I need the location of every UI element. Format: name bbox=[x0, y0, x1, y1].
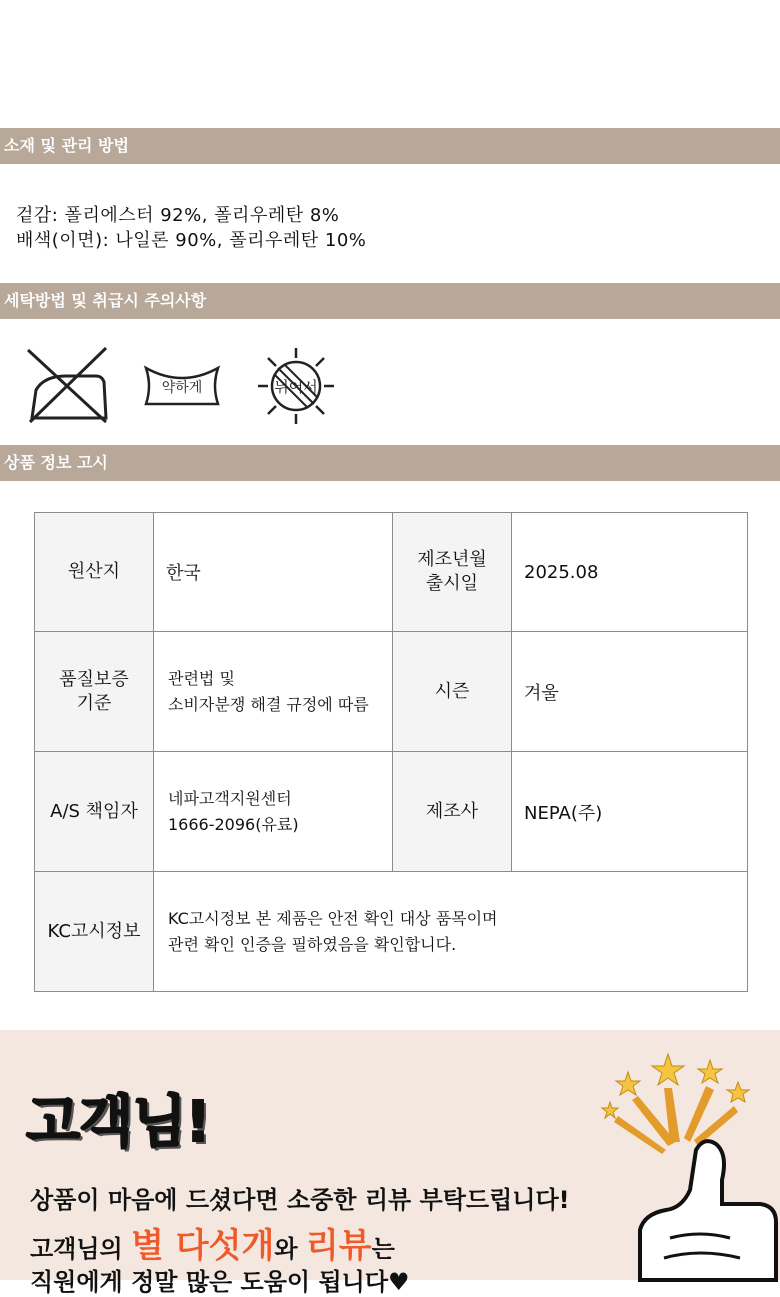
material-outer: 겉감: 폴리에스터 92%, 폴리우레탄 8% bbox=[16, 205, 340, 226]
material-info bbox=[16, 203, 366, 253]
material-trim: 배색(이면): 나일론 90%, 폴리우레탄 10% bbox=[16, 230, 367, 251]
quality-label-line1: 품질보증 bbox=[59, 668, 129, 690]
date-label-line1: 제조년월 bbox=[417, 549, 487, 570]
kc-label: KC고시정보 bbox=[35, 872, 154, 992]
maker-value: NEPA(주) bbox=[512, 752, 748, 872]
thumbs-up-icon bbox=[630, 1130, 780, 1280]
as-value bbox=[154, 752, 393, 872]
quality-value-line1: 관련법 및 bbox=[168, 668, 235, 688]
banner-highlight-stars: 별 다섯개 bbox=[131, 1226, 275, 1266]
table-row bbox=[35, 513, 748, 632]
season-value: 겨울 bbox=[512, 632, 748, 752]
kc-value-line2: 관련 확인 인증을 필하였음을 확인합니다. bbox=[168, 934, 457, 954]
banner-line2 bbox=[30, 1218, 395, 1267]
quality-value-line2: 소비자분쟁 해결 규정에 따름 bbox=[168, 694, 369, 714]
gentle-wash-label: 약하게 bbox=[161, 380, 203, 396]
as-value-line1: 네파고객지원센터 bbox=[168, 788, 292, 808]
kc-value-line1: KC고시정보 본 제품은 안전 확인 대상 품목이며 bbox=[168, 908, 498, 928]
quality-label-line2: 기준 bbox=[76, 692, 112, 714]
table-row bbox=[35, 752, 748, 872]
care-section-title: 세탁방법 및 취급시 주의사항 bbox=[0, 283, 780, 319]
product-info-table bbox=[34, 512, 748, 992]
table-row bbox=[35, 872, 748, 992]
origin-value: 한국 bbox=[154, 513, 393, 632]
material-section-title: 소재 및 관리 방법 bbox=[0, 128, 780, 164]
maker-label: 제조사 bbox=[393, 752, 512, 872]
banner-line2-part3: 는 bbox=[371, 1235, 395, 1263]
info-section-title: 상품 정보 고시 bbox=[0, 445, 780, 481]
banner-highlight-review: 리뷰 bbox=[305, 1226, 372, 1266]
banner-line3: 직원에게 정말 많은 도움이 됩니다♥ bbox=[30, 1268, 410, 1296]
gentle-wash-icon bbox=[142, 364, 222, 408]
quality-value bbox=[154, 632, 393, 752]
as-value-line2: 1666-2096(유료) bbox=[168, 814, 299, 834]
banner-line1: 상품이 마음에 드셨다면 소중한 리뷰 부탁드립니다! bbox=[30, 1186, 570, 1214]
care-icons bbox=[0, 320, 780, 445]
banner-line2-part2: 와 bbox=[274, 1235, 306, 1263]
date-label-line2: 출시일 bbox=[425, 573, 479, 594]
banner-line2-part1: 고객님의 bbox=[30, 1235, 132, 1263]
table-row bbox=[35, 632, 748, 752]
no-iron-icon bbox=[26, 346, 110, 424]
kc-value bbox=[154, 872, 748, 992]
as-label: A/S 책임자 bbox=[35, 752, 154, 872]
banner-title: 고객님! bbox=[26, 1090, 210, 1155]
date-value: 2025.08 bbox=[512, 513, 748, 632]
quality-label bbox=[35, 632, 154, 752]
season-label: 시즌 bbox=[393, 632, 512, 752]
date-label bbox=[393, 513, 512, 632]
shade-dry-icon bbox=[256, 346, 336, 426]
origin-label: 원산지 bbox=[35, 513, 154, 632]
shade-dry-label: 뉘어서 bbox=[274, 378, 318, 396]
review-banner bbox=[0, 1030, 780, 1296]
